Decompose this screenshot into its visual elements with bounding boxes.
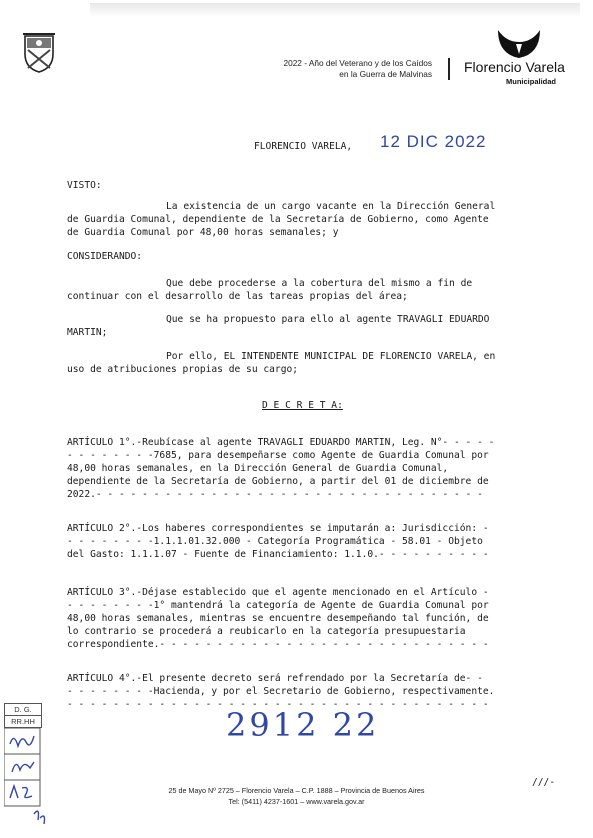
article-2-line-1: ARTÍCULO 2°.-Los haberes correspondientes se imputarán a: Jurisdicción: - [67,523,489,534]
considerando-p1-line-2: continuar con el desarrollo de las tareas propias del área; [67,291,408,302]
article-3-line-4: lo contrario se procederá a reubicarlo en la categoría presupuestaria [67,626,466,637]
article-1-line-5: 2022.- - - - - - - - - - - - - - - - - - - - - - - - - - - - - - - - - - [67,489,483,500]
brand-name: Florencio Varela [464,59,565,75]
article-4-line-2: - - - - - - - -Hacienda, y por el Secretario de Gobierno, respectivamente. [67,686,495,697]
article-4-line-1: ARTÍCULO 4°.-El presente decreto será refrendado por la Secretaría de- - [67,673,483,684]
article-2-line-2: - - - - - - - -1.1.1.01.32.000 - Categoría Programática - 58.01 - Objeto [67,536,483,547]
motto-line-1: 2022 - Año del Veterano y de los Caídos [283,58,432,68]
article-3-line-3: 48,00 horas semanales, mientras se encuentre desempeñando tal función, de [67,613,489,624]
article-3-line-5: correspondiente.- - - - - - - - - - - - - - - - - - - - - - - - - - - - - [67,639,489,650]
considerando-p1-line-1: Que debe procederse a la cobertura del mismo a fin de [166,278,473,289]
article-1-line-3: 48,00 horas semanales, en la Dirección General de Guardia Comunal, [67,463,449,474]
hr-stamp-line-1: D. G. [5,704,41,716]
visto-heading: VISTO: [67,180,102,191]
article-2-line-3: del Gasto: 1.1.1.07 - Fuente de Financiamiento: 1.1.0.- - - - - - - - - - [67,549,489,560]
decree-number-stamp: 2912 22 [226,706,380,744]
considerando-p3-line-2: uso de atribuciones propias de su cargo; [67,364,299,375]
visto-line-2: de Guardia Comunal, dependiente de la Secretaría de Gobierno, como Agente [67,214,489,225]
initials-signatures [4,728,50,832]
visto-line-3: de Guardia Comunal por 48,00 horas semanales; y [67,227,339,238]
header-divider [448,58,450,80]
date-stamp: 12 DIC 2022 [380,132,487,151]
scan-edge [90,3,580,17]
footer-address: 25 de Mayo Nº 2725 – Florencio Varela – C.P. 1888 – Provincia de Buenos Aires [168,786,425,795]
footer-contact: Tel: (5411) 4237-1601 – www.varela.gov.ar [228,797,365,806]
considerando-p3-line-1: Por ello, EL INTENDENTE MUNICIPAL DE FLORENCIO VARELA, en [166,351,496,362]
article-3-line-2: - - - - - - - -1° mantendrá la categoría de Agente de Guardia Comunal por [67,600,489,611]
considerando-p2-line-2: MARTIN; [67,327,108,338]
visto-line-1: La existencia de un cargo vacante en la Dirección General [166,201,496,212]
motto-line-2: en la Guerra de Malvinas [339,69,432,79]
coat-of-arms-icon [22,32,56,78]
hr-stamp-line-2: RR.HH [11,717,35,726]
article-1-line-1: ARTÍCULO 1°.-Reubícase al agente TRAVAGLI EDUARDO MARTIN, Leg. N°- - - - - [67,437,495,448]
hr-stamp [4,703,42,728]
article-4-line-3: - - - - - - - - - - - - - - - - - - - - - - - - - - - - - - - - - - - - - [67,699,489,710]
considerando-heading: CONSIDERANDO: [67,251,143,262]
considerando-p2-line-1: Que se ha propuesto para ello al agente TRAVAGLI EDUARDO [166,314,490,325]
article-1-line-4: dependiente de la Secretaría de Gobierno, a partir del 01 de diciembre de [67,476,489,487]
decreta-heading: D E C R E T A: [262,400,343,411]
article-3-line-1: ARTÍCULO 3°.-Déjase establecido que el agente mencionado en el Artículo - [67,587,489,598]
motto [283,58,432,80]
date-place: FLORENCIO VARELA, [254,141,353,152]
continuation-mark: ///- [532,777,556,788]
brand-subtitle: Municipalidad [506,77,557,86]
article-1-line-2: - - - - - - - -7685, para desempeñarse como Agente de Guardia Comunal por [67,450,489,461]
